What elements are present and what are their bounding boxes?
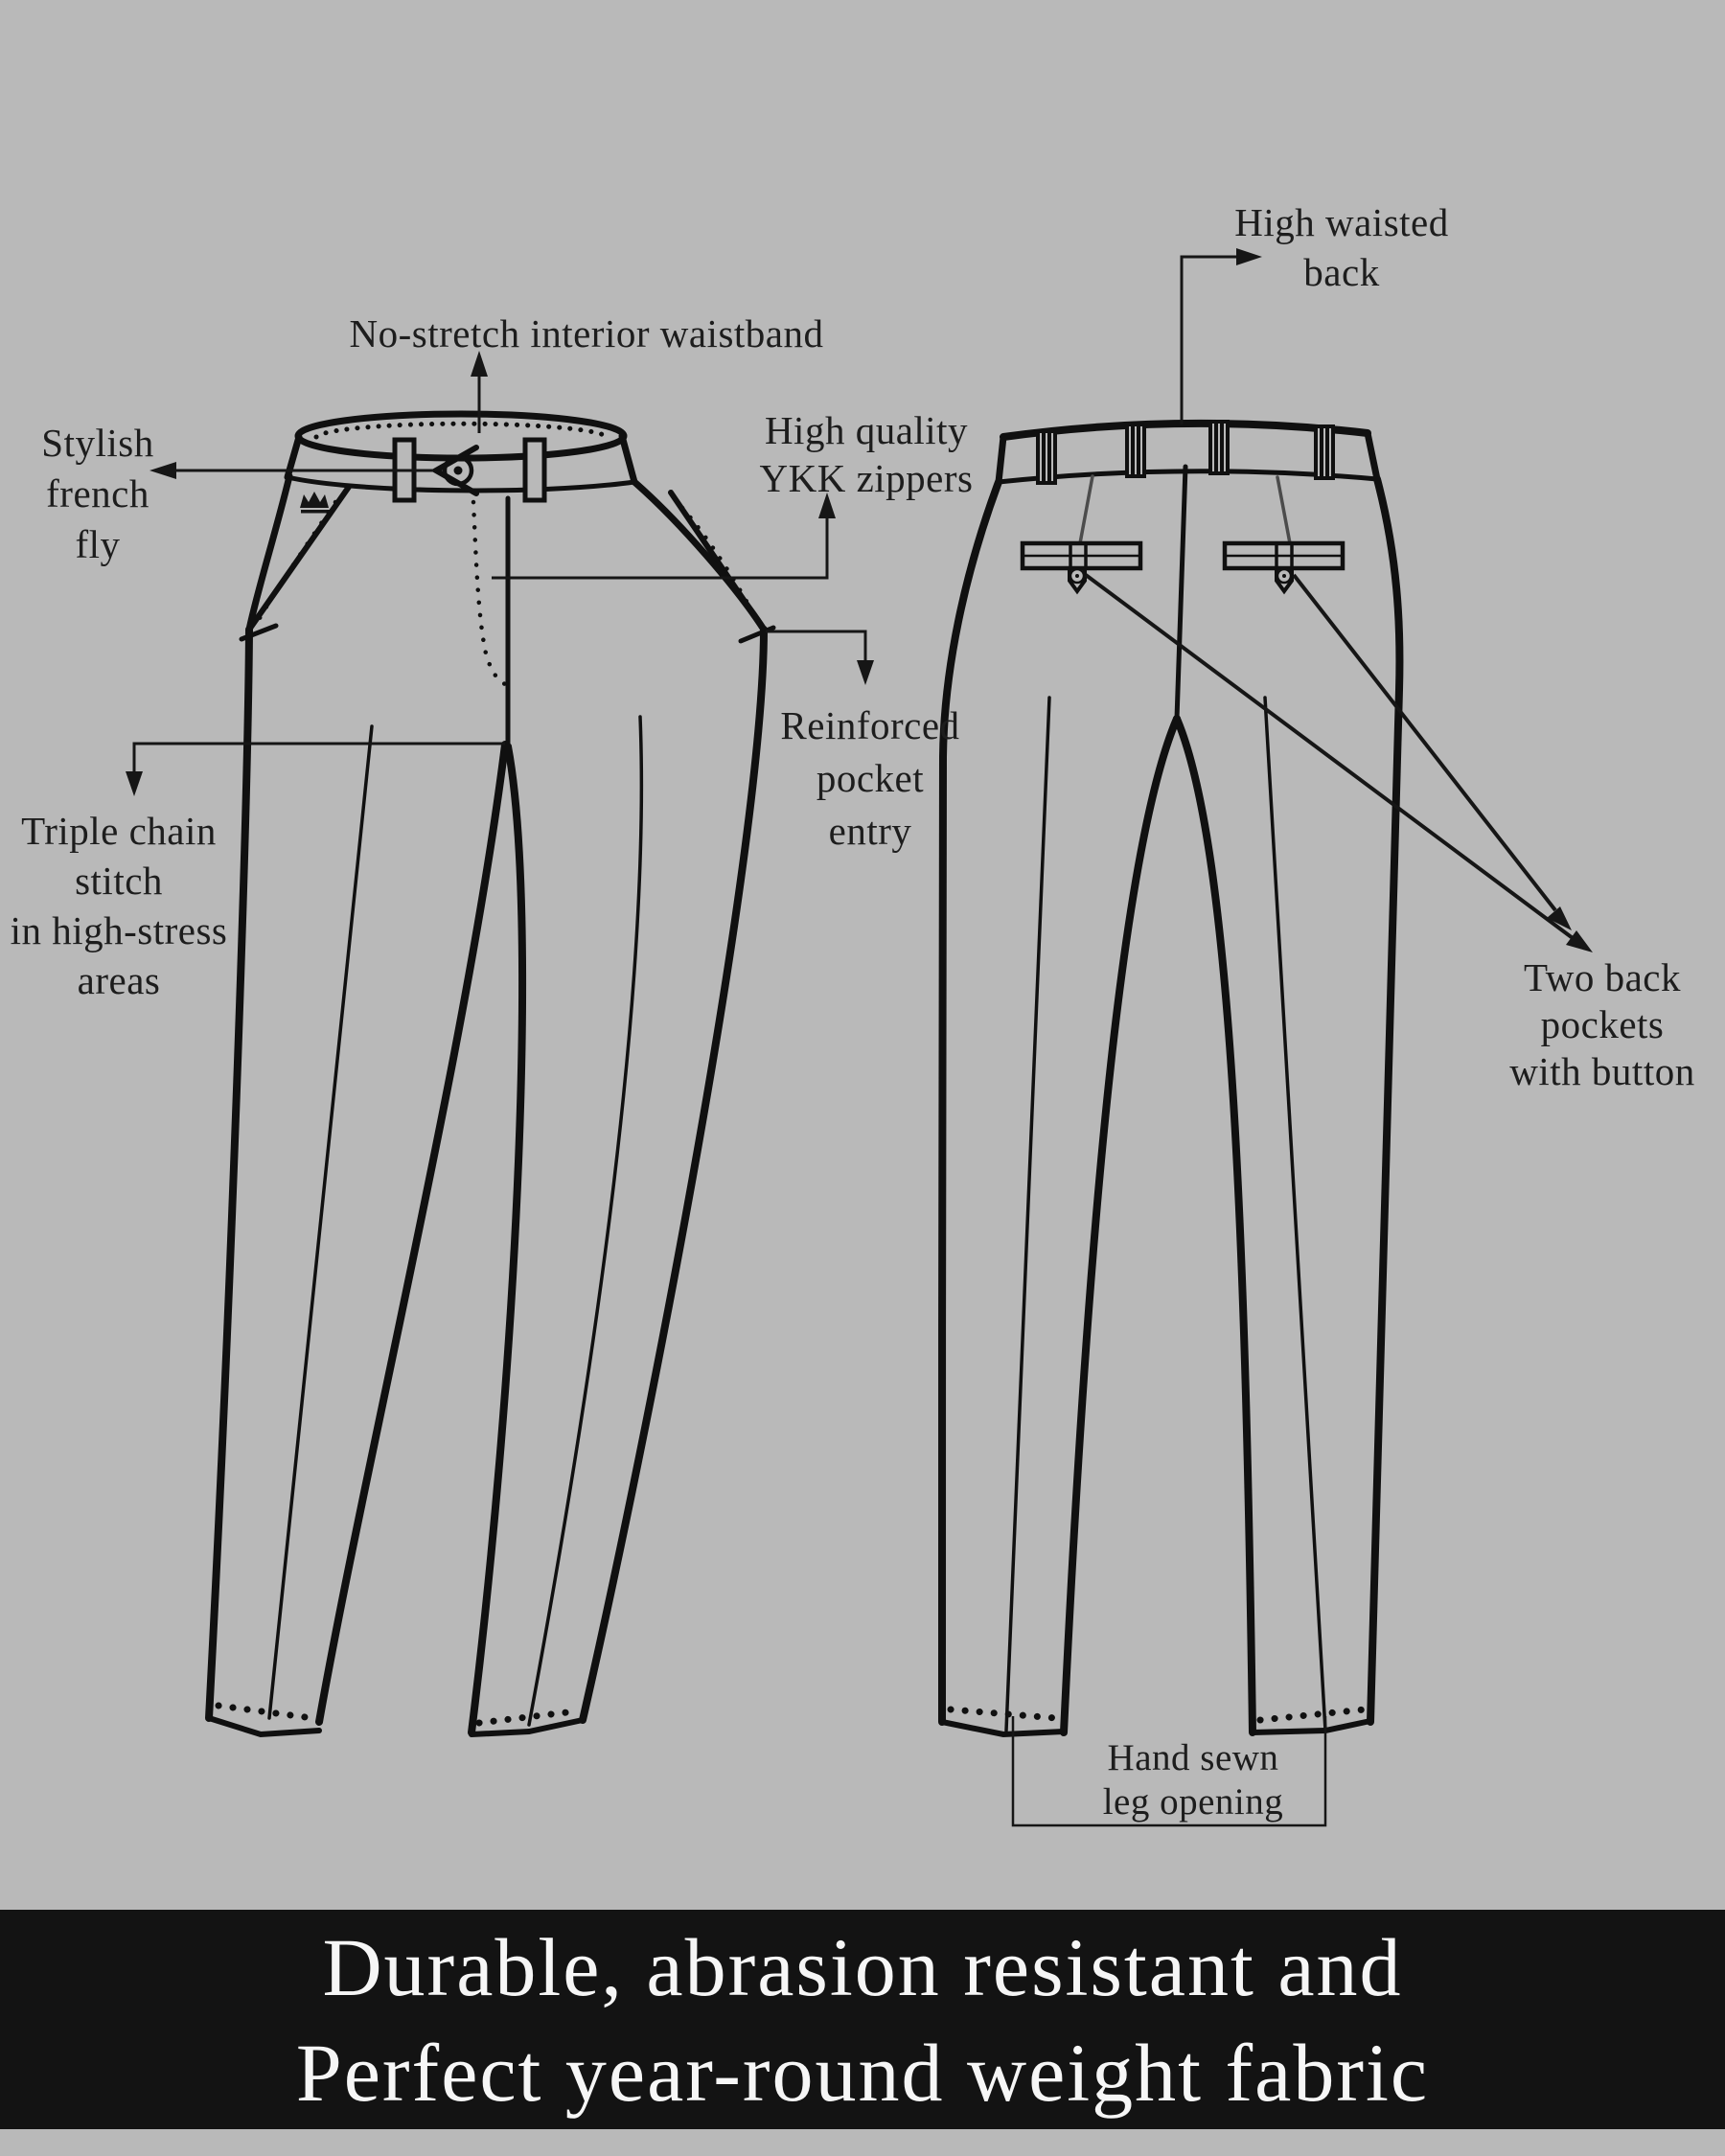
front-left-outer-seam (209, 630, 249, 1718)
callout-arrow-no-stretch (471, 351, 488, 433)
front-left-hem (209, 1718, 319, 1734)
back-right-outer-seam (1370, 479, 1399, 1722)
back-waistband-top (1003, 424, 1368, 437)
left-side-seam (249, 476, 289, 630)
label-triple-chain-stitch: Triple chain stitch in high-stress areas (10, 809, 228, 1002)
arrowhead-down-icon (126, 771, 143, 796)
back-right-crease (1265, 698, 1325, 1731)
back-pocket-right (1225, 543, 1343, 591)
label-high-waisted-back: High waisted back (1234, 200, 1449, 294)
back-right-hem (1253, 1721, 1370, 1732)
back-left-hem-stitch-dots (951, 1709, 1056, 1718)
center-back-seam (1177, 467, 1185, 719)
back-trousers-illustration (942, 422, 1399, 1734)
arrowhead-down-icon (857, 660, 874, 685)
right-bartack (741, 628, 773, 641)
front-left-inner-seam (319, 745, 505, 1722)
front-right-crease (529, 717, 641, 1725)
right-side-seam (634, 482, 764, 630)
banner-line-1: Durable, abrasion resistant and (322, 1920, 1403, 2013)
label-ykk-zippers: High quality YKK zippers (759, 408, 974, 500)
fabric-tagline-banner (0, 1910, 1725, 2129)
back-dart (1277, 477, 1290, 543)
front-right-hem-stitch-dots (479, 1711, 575, 1723)
callout-arrow-reinforced (766, 631, 874, 685)
callout-arrow-back-pocket-right (1294, 575, 1572, 930)
front-left-crease (269, 726, 372, 1718)
label-reinforced-pocket: Reinforced pocket entry (780, 703, 960, 853)
banner-line-2: Perfect year-round weight fabric (295, 2026, 1430, 2119)
label-no-stretch-waistband: No-stretch interior waistband (349, 311, 824, 356)
back-left-hem (942, 1722, 1064, 1734)
fly-j-stitch-dots (473, 502, 505, 684)
crown-logo-icon (300, 492, 330, 514)
back-left-inner-seam (1064, 719, 1177, 1732)
label-french-fly: Stylish french fly (41, 421, 154, 566)
belt-loop (525, 440, 544, 500)
back-right-inner-seam (1177, 719, 1253, 1732)
waistband-stitch-dots (316, 424, 607, 437)
front-right-hem (472, 1720, 583, 1734)
back-pocket-left (1023, 543, 1140, 591)
back-dart (1080, 476, 1092, 543)
front-left-hem-stitch-dots (218, 1706, 312, 1718)
back-left-outer-seam (942, 482, 999, 1722)
callout-arrow-triple-chain (126, 744, 505, 796)
front-trousers-illustration (209, 414, 773, 1734)
front-waistband-ellipse (298, 414, 624, 458)
label-two-back-pockets: Two back pockets with button (1509, 955, 1695, 1093)
back-right-hem-stitch-dots (1260, 1709, 1365, 1720)
label-hand-sewn-leg: Hand sewn leg opening (1102, 1737, 1284, 1823)
